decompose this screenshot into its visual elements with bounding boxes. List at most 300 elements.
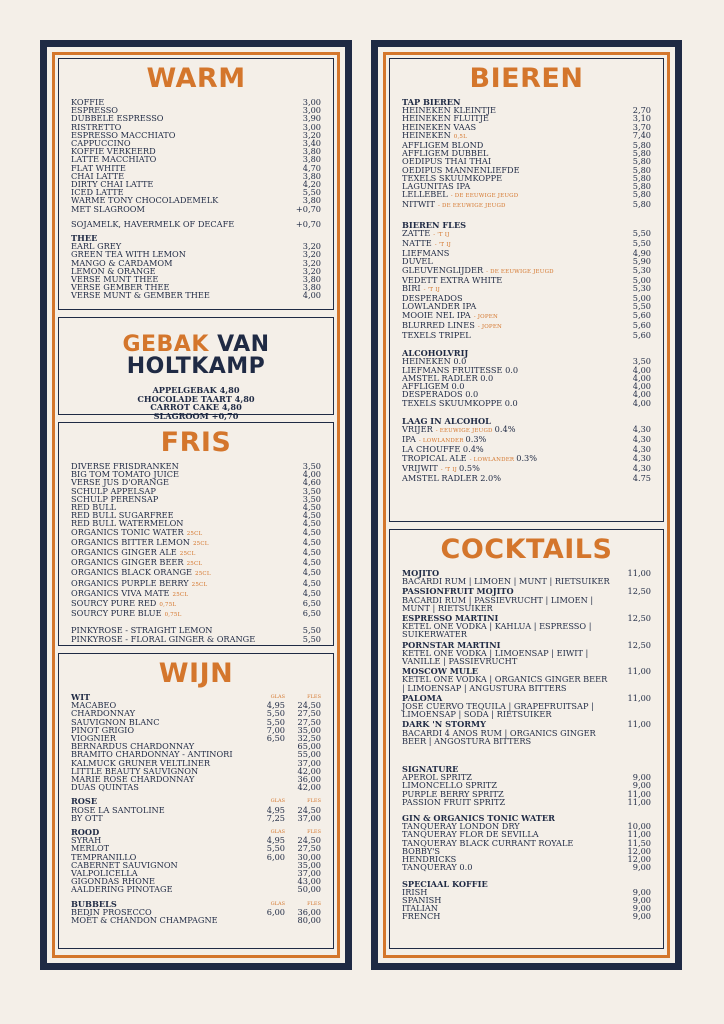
wine-bottle-price: 42,00 (297, 782, 321, 793)
item-name-text: SCHULP APPELSAP (71, 485, 156, 496)
item-note: - DE EEUWIGE JEUGD (437, 203, 506, 210)
wine-group-title: WIT (71, 692, 91, 702)
wine-bottle-price: 24,50 (297, 700, 321, 711)
item-price: 4,30 (632, 452, 651, 463)
item-price: 5,80 (632, 140, 651, 151)
item-name-text: IPA (402, 434, 416, 445)
item-name-text: IRISH (402, 886, 428, 897)
item-price: 4,50 (302, 510, 321, 521)
item-price: 5,00 (632, 274, 651, 285)
menu-item (402, 399, 651, 407)
item-price: 4,50 (302, 526, 321, 537)
item-name-text: LELLEBEL (402, 189, 448, 200)
item-name-text: GLEUVENGLIJDER (402, 264, 484, 275)
item-note: 0,5L (453, 133, 467, 140)
item-note: 0,75L (164, 612, 182, 619)
item-name-text: OEDIPUS THAI THAI (402, 156, 492, 167)
menu-item (402, 454, 651, 464)
item-name-text: AFFLIGEM DUBBEL (402, 148, 489, 159)
wine-item (71, 885, 321, 893)
bieren-section (389, 58, 664, 522)
menu-item (402, 798, 651, 806)
wine-name: VALPOLICELLA (71, 868, 138, 879)
wine-name: CABERNET SAUVIGNON (71, 859, 178, 870)
gebak-item: CARROT CAKE 4,80 (150, 402, 242, 413)
item-price: 9,00 (632, 894, 651, 905)
cocktail-ingredients: JOSE CUERVO TEQUILA | GRAPEFRUITSAP | LIMOENSAP | SODA | RIETSUIKER (402, 701, 594, 720)
wine-name: MOËT & CHANDON CHAMPAGNE (71, 915, 218, 926)
wine-bottle-price: 35,00 (297, 724, 321, 735)
item-name-text: PASSION FRUIT SPRITZ (402, 796, 506, 807)
item-name-text: SCHULP PERENSAP (71, 493, 159, 504)
cocktail-name: ESPRESSO MARTINI (402, 613, 499, 624)
drink-group-list (402, 773, 651, 806)
item-price: 6,50 (302, 598, 321, 609)
wine-bottle-price: 27,50 (297, 708, 321, 719)
wine-glass-price (249, 861, 285, 869)
wine-name: AALDERING PINOTAGE (71, 884, 173, 895)
item-price: 4,00 (632, 372, 651, 383)
wine-glass-price: 7,00 (266, 724, 285, 735)
wine-name: LITTLE BEAUTY SAUVIGNON (71, 765, 199, 776)
wine-name: CHARDONNAY (71, 708, 136, 719)
item-name-text: VERSE GEMBER THEE (71, 282, 170, 293)
item-price: 4,50 (302, 518, 321, 529)
wine-name: BEDIN PROSECCO (71, 906, 152, 917)
item-name-text: ZATTE (402, 227, 431, 238)
cocktail-ingredients: BACARDI 4 ANOS RUM | ORGANICS GINGER BEER | ANGOSTURA BITTERS (402, 727, 596, 746)
fles-label: FLES (307, 900, 321, 907)
fris-list (71, 462, 321, 619)
cocktail-ingredients: BACARDI RUM | PASSIEVRUCHT | LIMOEN | MUNT | RIETSUIKER (402, 594, 594, 613)
item-price: 3,50 (302, 461, 321, 471)
item-price: 3,20 (302, 129, 321, 140)
item-name-text: AMSTEL RADLER 2.0% (402, 472, 502, 483)
item-price: 5,80 (632, 172, 651, 183)
cocktail-name: DARK 'N STORMY (402, 719, 486, 730)
wine-glass-price: 4,95 (266, 804, 285, 815)
gebak-item: CHOCOLADE TAART 4,80 (137, 393, 255, 404)
item-note: 25CL (192, 540, 209, 547)
item-price: 3,00 (302, 97, 321, 107)
item-price: 5,80 (632, 148, 651, 159)
fris-section (58, 422, 334, 646)
item-abv: 0.5% (459, 462, 480, 473)
item-price: 5,60 (632, 309, 651, 320)
item-name-text: VERSE JUS D'ORANGE (71, 477, 169, 488)
gebak-list (59, 386, 333, 420)
bieren-title: BIEREN (469, 63, 584, 94)
item-price: 3,40 (302, 138, 321, 149)
cocktail-item (402, 694, 651, 719)
item-name-text: AFFLIGEM 0.0 (402, 381, 465, 392)
item-price: 5,30 (632, 264, 651, 275)
item-price: 4,50 (302, 577, 321, 588)
item-note: 25CL (191, 581, 208, 588)
item-price: 10,00 (627, 821, 651, 832)
item-note: - JOPEN (477, 323, 503, 330)
item-name-text: VEDETT EXTRA WHITE (402, 274, 503, 285)
item-name-text: CAPPUCCINO (71, 138, 131, 149)
item-price: 5,50 (632, 227, 651, 238)
item-name-text: OEDIPUS MANNENLIEFDE (402, 164, 520, 175)
item-note: - 'T IJ (434, 242, 452, 249)
menu-item (402, 200, 651, 210)
wijn-title: WIJN (158, 658, 234, 689)
item-price: 5,90 (632, 256, 651, 267)
wine-glass-price (249, 877, 285, 885)
item-name-text: TANQUERAY BLACK CURRANT ROYALE (402, 837, 574, 848)
item-price: 5,80 (632, 189, 651, 200)
item-price: 7,40 (632, 129, 651, 140)
item-price: 4,00 (632, 364, 651, 375)
wijn-section (58, 653, 334, 949)
wine-glass-price: 6,50 (266, 733, 285, 744)
glas-label: GLAS (270, 900, 285, 907)
item-name-text: DESPERADOS (402, 293, 463, 304)
item-price: 5,50 (302, 187, 321, 198)
cocktail-price: 12,50 (627, 586, 651, 597)
item-price: 3,10 (632, 113, 651, 124)
wine-bottle-price: 24,50 (297, 835, 321, 846)
item-name-text: FRENCH (402, 911, 441, 922)
fles-label: FLES (307, 798, 321, 805)
item-price: 9,00 (632, 780, 651, 791)
item-name-text: SPANISH (402, 894, 442, 905)
item-price: 4,50 (302, 502, 321, 513)
item-name-text: HEINEKEN VAAS (402, 121, 477, 132)
item-name-text: DESPERADOS 0.0 (402, 389, 479, 400)
item-price: 3,50 (302, 485, 321, 496)
item-price: 4,20 (302, 179, 321, 190)
wine-name: ROSE LA SANTOLINE (71, 804, 165, 815)
menu-item (402, 425, 651, 435)
item-name (402, 798, 505, 806)
thee-list (71, 242, 321, 299)
warm-title: WARM (146, 63, 246, 94)
wine-name: VIOGNIER (71, 733, 116, 744)
item-name-text: RED BULL SUGARFREE (71, 510, 174, 521)
wine-bottle-price: 42,00 (297, 765, 321, 776)
item-name-text: DIRTY CHAI LATTE (71, 179, 154, 190)
wine-name: KALMUCK GRUNER VELTLINER (71, 757, 211, 768)
warm-extra: SOJAMELK, HAVERMELK OF DECAFE +0,70 (71, 218, 321, 229)
item-name-text: CHAI LATTE (71, 170, 125, 181)
menu-item (71, 609, 321, 619)
item-note: - LOWLANDER (469, 456, 515, 463)
cocktail-item (402, 587, 651, 612)
item-price: 3,20 (302, 257, 321, 268)
cocktails-title: COCKTAILS (440, 534, 613, 565)
item-price: 4,00 (302, 469, 321, 480)
item-name-text: ESPRESSO (71, 105, 119, 116)
item-price: 3,80 (302, 274, 321, 285)
item-name-text: ORGANICS GINGER ALE (71, 547, 177, 558)
item-price: 4,30 (632, 444, 651, 455)
wine-glass-price: 4,95 (266, 700, 285, 711)
wine-glass-price (249, 742, 285, 750)
item-name-text: PURPLE BERRY SPRITZ (402, 788, 504, 799)
cocktail-item (402, 641, 651, 666)
menu-item (402, 863, 651, 871)
item-name-text: TEXELS TRIPEL (402, 330, 471, 341)
item-price: 4,50 (302, 557, 321, 568)
item-name-text: LEMON & ORANGE (71, 265, 156, 276)
wine-name: GIGONDAS RHONE (71, 876, 156, 887)
gebak-item: SLAGROOM +0,70 (153, 410, 239, 421)
item-price: 9,00 (632, 886, 651, 897)
item-price: 12,00 (627, 854, 651, 865)
menu-item (71, 291, 321, 299)
wine-bottle-price: 24,50 (297, 804, 321, 815)
item-name-text: ORGANICS GINGER BEER (71, 557, 184, 568)
item-name-text: BOBBY'S (402, 845, 441, 856)
beer-group-heading: LAAG IN ALCOHOL (402, 415, 491, 426)
wine-glass-price (249, 767, 285, 775)
item-name-text: HEINEKEN (402, 129, 451, 140)
glas-label: GLAS (270, 694, 285, 700)
item-name-text: LOWLANDER IPA (402, 301, 477, 312)
gebak-item: APPELGEBAK 4,80 (152, 385, 240, 395)
wine-group-title: ROSE (71, 796, 98, 807)
wine-name: MERLOT (71, 843, 110, 854)
wine-bottle-price: 37,00 (297, 757, 321, 768)
item-price: 9,00 (632, 911, 651, 922)
wine-bottle-price: 35,00 (297, 859, 321, 870)
beer-group-list (402, 106, 651, 210)
wine-glass-price: 6,00 (266, 906, 285, 917)
item-name-text: TANQUERAY 0.0 (402, 862, 473, 873)
item-price: 4,00 (632, 397, 651, 408)
item-name-text: LIEFMANS (402, 248, 450, 259)
wine-name: SYRAH (71, 835, 102, 846)
cocktail-name: PASSIONFRUIT MOJITO (402, 586, 514, 597)
item-price: 4,50 (302, 567, 321, 578)
item-name-text: LA CHOUFFE 0.4% (402, 444, 484, 455)
item-price: 9,00 (632, 772, 651, 783)
cocktail-ingredients: KETEL ONE VODKA | KAHLUA | ESPRESSO | SUIKERWATER (402, 621, 592, 640)
wine-name: BERNARDUS CHARDONNAY (71, 741, 195, 752)
wine-name: MACABEO (71, 700, 117, 711)
item-note: 25CL (195, 571, 211, 578)
cocktail-item (402, 569, 651, 585)
item-note: - 'T IJ (433, 231, 450, 238)
item-name-text: DIVERSE FRISDRANKEN (71, 461, 179, 471)
item-name-text: KOFFIE (71, 97, 105, 107)
item-name-text: VERSE MUNT THEE (71, 274, 159, 285)
item-price: 12,00 (627, 845, 651, 856)
item-name-text: SOURCY PURE RED (71, 598, 157, 609)
wine-name: BY OTT (71, 812, 103, 823)
wine-glass-price (249, 885, 285, 893)
menu-item (402, 276, 651, 284)
item-price: 2,70 (632, 105, 651, 116)
item-price: 5,50 (632, 301, 651, 312)
item-name-text: GREEN TEA WITH LEMON (71, 249, 186, 260)
item-name-text: LIEFMANS FRUITESSE 0.0 (402, 364, 519, 375)
item-price: 5,50 (632, 238, 651, 249)
item-price: 11,00 (627, 796, 651, 807)
pinkyrose-list (71, 626, 321, 642)
item-note: - LOWLANDER (418, 438, 464, 445)
item-note: 25CL (186, 561, 203, 568)
item-price: 4,50 (302, 547, 321, 558)
item-note: - DE EEUWIGE JEUGD (450, 193, 519, 200)
item-note: - 'T IJ (423, 287, 440, 294)
cocktails-section (389, 529, 664, 949)
beer-group-heading: ALCOHOLVRIJ (402, 348, 469, 359)
item-price: 4,30 (632, 462, 651, 473)
item-note: - JOPEN (473, 313, 498, 320)
item-price: 5,50 (302, 625, 321, 636)
item-name-text: BLURRED LINES (402, 319, 475, 330)
wine-name: SAUVIGNON BLANC (71, 716, 160, 727)
cocktail-price: 11,00 (627, 568, 651, 578)
item-name (71, 609, 181, 619)
drink-group-heading: SIGNATURE (402, 764, 459, 775)
menu-item (402, 331, 651, 339)
item-price: 5,50 (302, 633, 321, 644)
item-name-text: APEROL SPRITZ (402, 772, 472, 783)
item-price: 3,80 (302, 170, 321, 181)
item-name-text: RED BULL WATERMELON (71, 518, 184, 529)
wine-bottle-price: 32,50 (297, 733, 321, 744)
item-price: 9,00 (632, 903, 651, 914)
item-name-text: TROPICAL ALE (402, 452, 467, 463)
item-name-text: ORGANICS PURPLE BERRY (71, 577, 189, 588)
fris-title: FRIS (160, 427, 232, 458)
drink-group-heading: GIN & ORGANICS TONIC WATER (402, 813, 555, 824)
wijn-list (59, 693, 333, 924)
wine-bottle-price: 27,50 (297, 716, 321, 727)
bieren-list (390, 98, 663, 482)
wine-bottle-price: 30,00 (297, 851, 321, 862)
wine-glass-price: 5,50 (266, 843, 285, 854)
item-price: 4,50 (302, 587, 321, 598)
item-name-text: ORGANICS TONIC WATER (71, 526, 184, 537)
item-name-text: MOOIE NEL IPA (402, 309, 471, 320)
item-price: 6,50 (302, 608, 321, 619)
item-name-text: AMSTEL RADLER 0.0 (402, 372, 494, 383)
gebak-title: GEBAK VAN HOLTKAMP (122, 332, 270, 379)
item-name-text: DUVEL (402, 256, 433, 267)
item-name-text: EARL GREY (71, 241, 122, 252)
wine-bottle-price: 65,00 (297, 741, 321, 752)
drink-group-list (402, 888, 651, 921)
glas-label: GLAS (270, 829, 285, 836)
item-name (402, 863, 472, 871)
item-name-text: ORGANICS BLACK ORANGE (71, 567, 193, 578)
wine-glass-price: 5,50 (266, 716, 285, 727)
cocktail-groups (402, 765, 651, 920)
item-name-text: RED BULL (71, 502, 117, 513)
wine-glass-price (249, 869, 285, 877)
wine-glass-price: 5,50 (266, 708, 285, 719)
wine-glass-price (249, 750, 285, 758)
item-price: 4,00 (632, 381, 651, 392)
wine-name: PINOT GRIGIO (71, 724, 135, 735)
wine-name: MARIE ROSE CHARDONNAY (71, 774, 195, 785)
item-name-text: NITWIT (402, 199, 435, 210)
item-name-text: FLAT WHITE (71, 162, 126, 173)
item-name (402, 912, 440, 920)
cocktail-price: 12,50 (627, 639, 651, 650)
item-price: 5,80 (632, 156, 651, 167)
item-price: +0,70 (295, 203, 321, 214)
item-price: 3,50 (302, 493, 321, 504)
item-price: 3,20 (302, 241, 321, 252)
gebak-section (58, 317, 334, 421)
wine-glass-price (249, 916, 285, 924)
item-name-text: TANQUERAY FLOR DE SEVILLA (402, 829, 539, 840)
menu-item (402, 912, 651, 920)
item-price: 3,90 (302, 113, 321, 124)
item-price: 4.75 (632, 472, 651, 483)
item-name-text: VRIJER (402, 423, 433, 434)
item-name-text: TANQUERAY LONDON DRY (402, 821, 520, 832)
wine-bottle-price: 36,00 (297, 906, 321, 917)
item-name-text: HEINEKEN KLEINTJE (402, 105, 497, 116)
item-name-text: ORGANICS BITTER LEMON (71, 536, 190, 547)
cocktail-item (402, 614, 651, 639)
item-note: - DE EEUWIGE JEUGD (486, 268, 554, 275)
item-name-text: LIMONCELLO SPRITZ (402, 780, 498, 791)
item-name-text: ESPRESSO MACCHIATO (71, 129, 176, 140)
cocktail-price: 11,00 (627, 719, 651, 730)
item-abv: 0.3% (465, 434, 487, 445)
menu-item (402, 249, 651, 257)
wine-glass-price (249, 783, 285, 791)
cocktail-name: PORNSTAR MARTINI (402, 639, 501, 650)
wine-bottle-price: 36,00 (297, 774, 321, 785)
wine-glass-price (249, 759, 285, 767)
menu-item (402, 896, 651, 904)
cocktail-name: MOJITO (402, 568, 440, 578)
item-name-text: DUBBELE ESPRESSO (71, 113, 164, 124)
item-name-text: KOFFIE VERKEERD (71, 146, 156, 157)
wine-glass-price (249, 775, 285, 783)
item-name-text: HEINEKEN FLUITJE (402, 113, 489, 124)
item-note: - EEUWIGE JEUGD (435, 427, 493, 434)
item-name-text: PINKYROSE - STRAIGHT LEMON (71, 625, 213, 636)
item-price: 3,00 (302, 121, 321, 132)
item-name-text: LATTE MACCHIATO (71, 154, 157, 165)
wine-name: DUAS QUINTAS (71, 782, 139, 793)
menu-column-left (40, 40, 352, 970)
beer-group-heading: BIEREN FLES (402, 219, 467, 230)
item-price: 3,50 (632, 356, 651, 367)
menu-item (71, 635, 321, 643)
item-price: 4,30 (632, 434, 651, 445)
wine-bottle-price: 50,00 (297, 884, 321, 895)
wine-bottle-price: 37,00 (297, 812, 321, 823)
item-name-text: PINKYROSE - FLORAL GINGER & ORANGE (71, 633, 256, 644)
item-price: 3,20 (302, 265, 321, 276)
item-note: 0,75L (159, 602, 177, 609)
cocktail-name: PALOMA (402, 692, 443, 703)
menu-column-right (371, 40, 682, 970)
wine-glass-price: 6,00 (266, 851, 285, 862)
wine-bottle-price: 27,50 (297, 843, 321, 854)
fles-label: FLES (307, 694, 321, 700)
item-name-text: BIRI (402, 283, 421, 294)
item-price: 3,80 (302, 282, 321, 293)
item-name-text: TEXELS SKUUMKOPPE 0.0 (402, 397, 518, 408)
cocktail-name: MOSCOW MULE (402, 666, 479, 677)
beer-group-list (402, 229, 651, 339)
item-name (71, 291, 210, 299)
wine-bottle-price: 55,00 (297, 749, 321, 760)
